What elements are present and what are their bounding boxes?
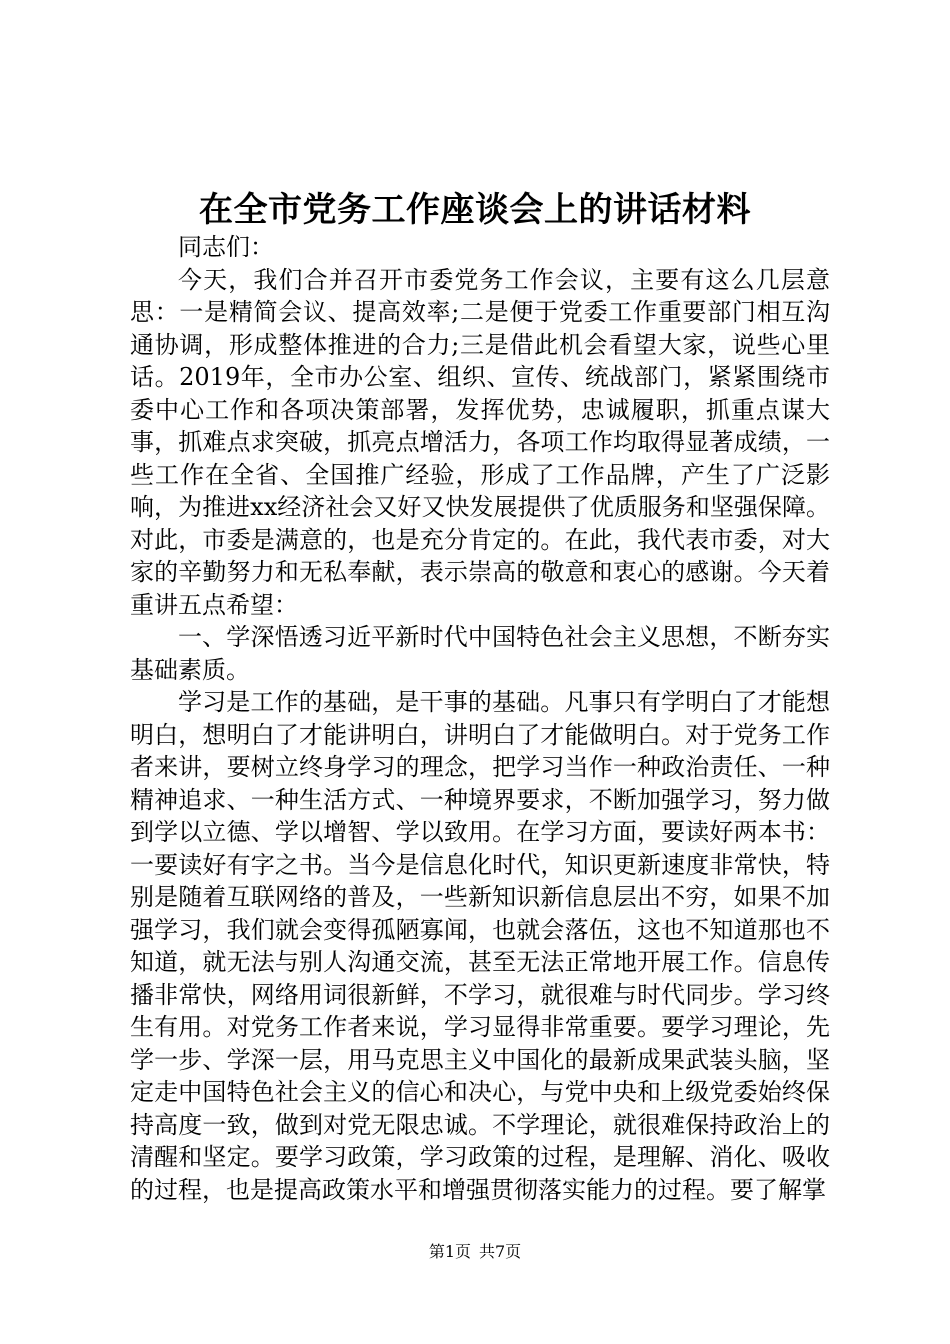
document-title: 在全市党务工作座谈会上的讲话材料 — [199, 190, 751, 230]
page-total: 共7页 — [479, 1242, 522, 1261]
intro-paragraph: 今天，我们合并召开市委党务工作会议，主要有这么几层意思：一是精简会议、提高效率;二是便于党委工作重要部门相互沟通协调，形成整体推进的合力;三是借此机会看望大家，说些心里话。2019年，全市办公室、组织、宣传、统战部门，紧紧围绕市委中心工作和各项决策部署，发挥优势，忠诚履职，抓重点谋大事，抓难点求突破，抓亮点增活力，各项工作均取得显著成绩，一些工作在全省、全国推广经验，形成了工作品牌，产生了广泛影响，为推进xx经济社会又好又快发展提供了优质服务和坚强保障。对此，市委是满意的，也是充分肯定的。在此，我代表市委，对大家的辛勤努力和无私奉献，表示崇高的敬意和衷心的感谢。今天着重讲五点希望： — [130, 265, 830, 619]
document-body — [130, 231, 830, 1206]
salutation-paragraph: 同志们： — [178, 233, 274, 261]
body-paragraph: 学习是工作的基础，是干事的基础。凡事只有学明白了才能想明白，想明白了才能讲明白，讲明白了才能做明白。对于党务工作者来讲，要树立终身学习的理念，把学习当作一种政治责任、一种精神追求、一种生活方式、一种境界要求，不断加强学习，努力做到学以立德、学以增智、学以致用。在学习方面，要读好两本书：一要读好有字之书。当今是信息化时代，知识更新速度非常快，特别是随着互联网络的普及，一些新知识新信息层出不穷，如果不加强学习，我们就会变得孤陋寡闻，也就会落伍，这也不知道那也不知道，就无法与别人沟通交流，甚至无法正常地开展工作。信息传播非常快，网络用词很新鲜，不学习，就很难与时代同步。学习终生有用。对党务工作者来说，学习显得非常重要。要学习理论，先学一步、学深一层，用马克思主义中国化的最新成果武装头脑，坚定走中国特色社会主义的信心和决心，与党中央和上级党委始终保持高度一致，做到对党无限忠诚。不学理论，就很难保持政治上的清醒和坚定。要学习政策，学习政策的过程，是理解、消化、吸收的过程，也是提高政策水平和增强贯彻落实能力的过程。要了解掌 — [130, 688, 830, 1204]
page-number: 第1页 — [428, 1242, 471, 1261]
page-footer — [0, 1241, 950, 1263]
section-heading-paragraph: 一、学深悟透习近平新时代中国特色社会主义思想，不断夯实基础素质。 — [130, 623, 830, 684]
